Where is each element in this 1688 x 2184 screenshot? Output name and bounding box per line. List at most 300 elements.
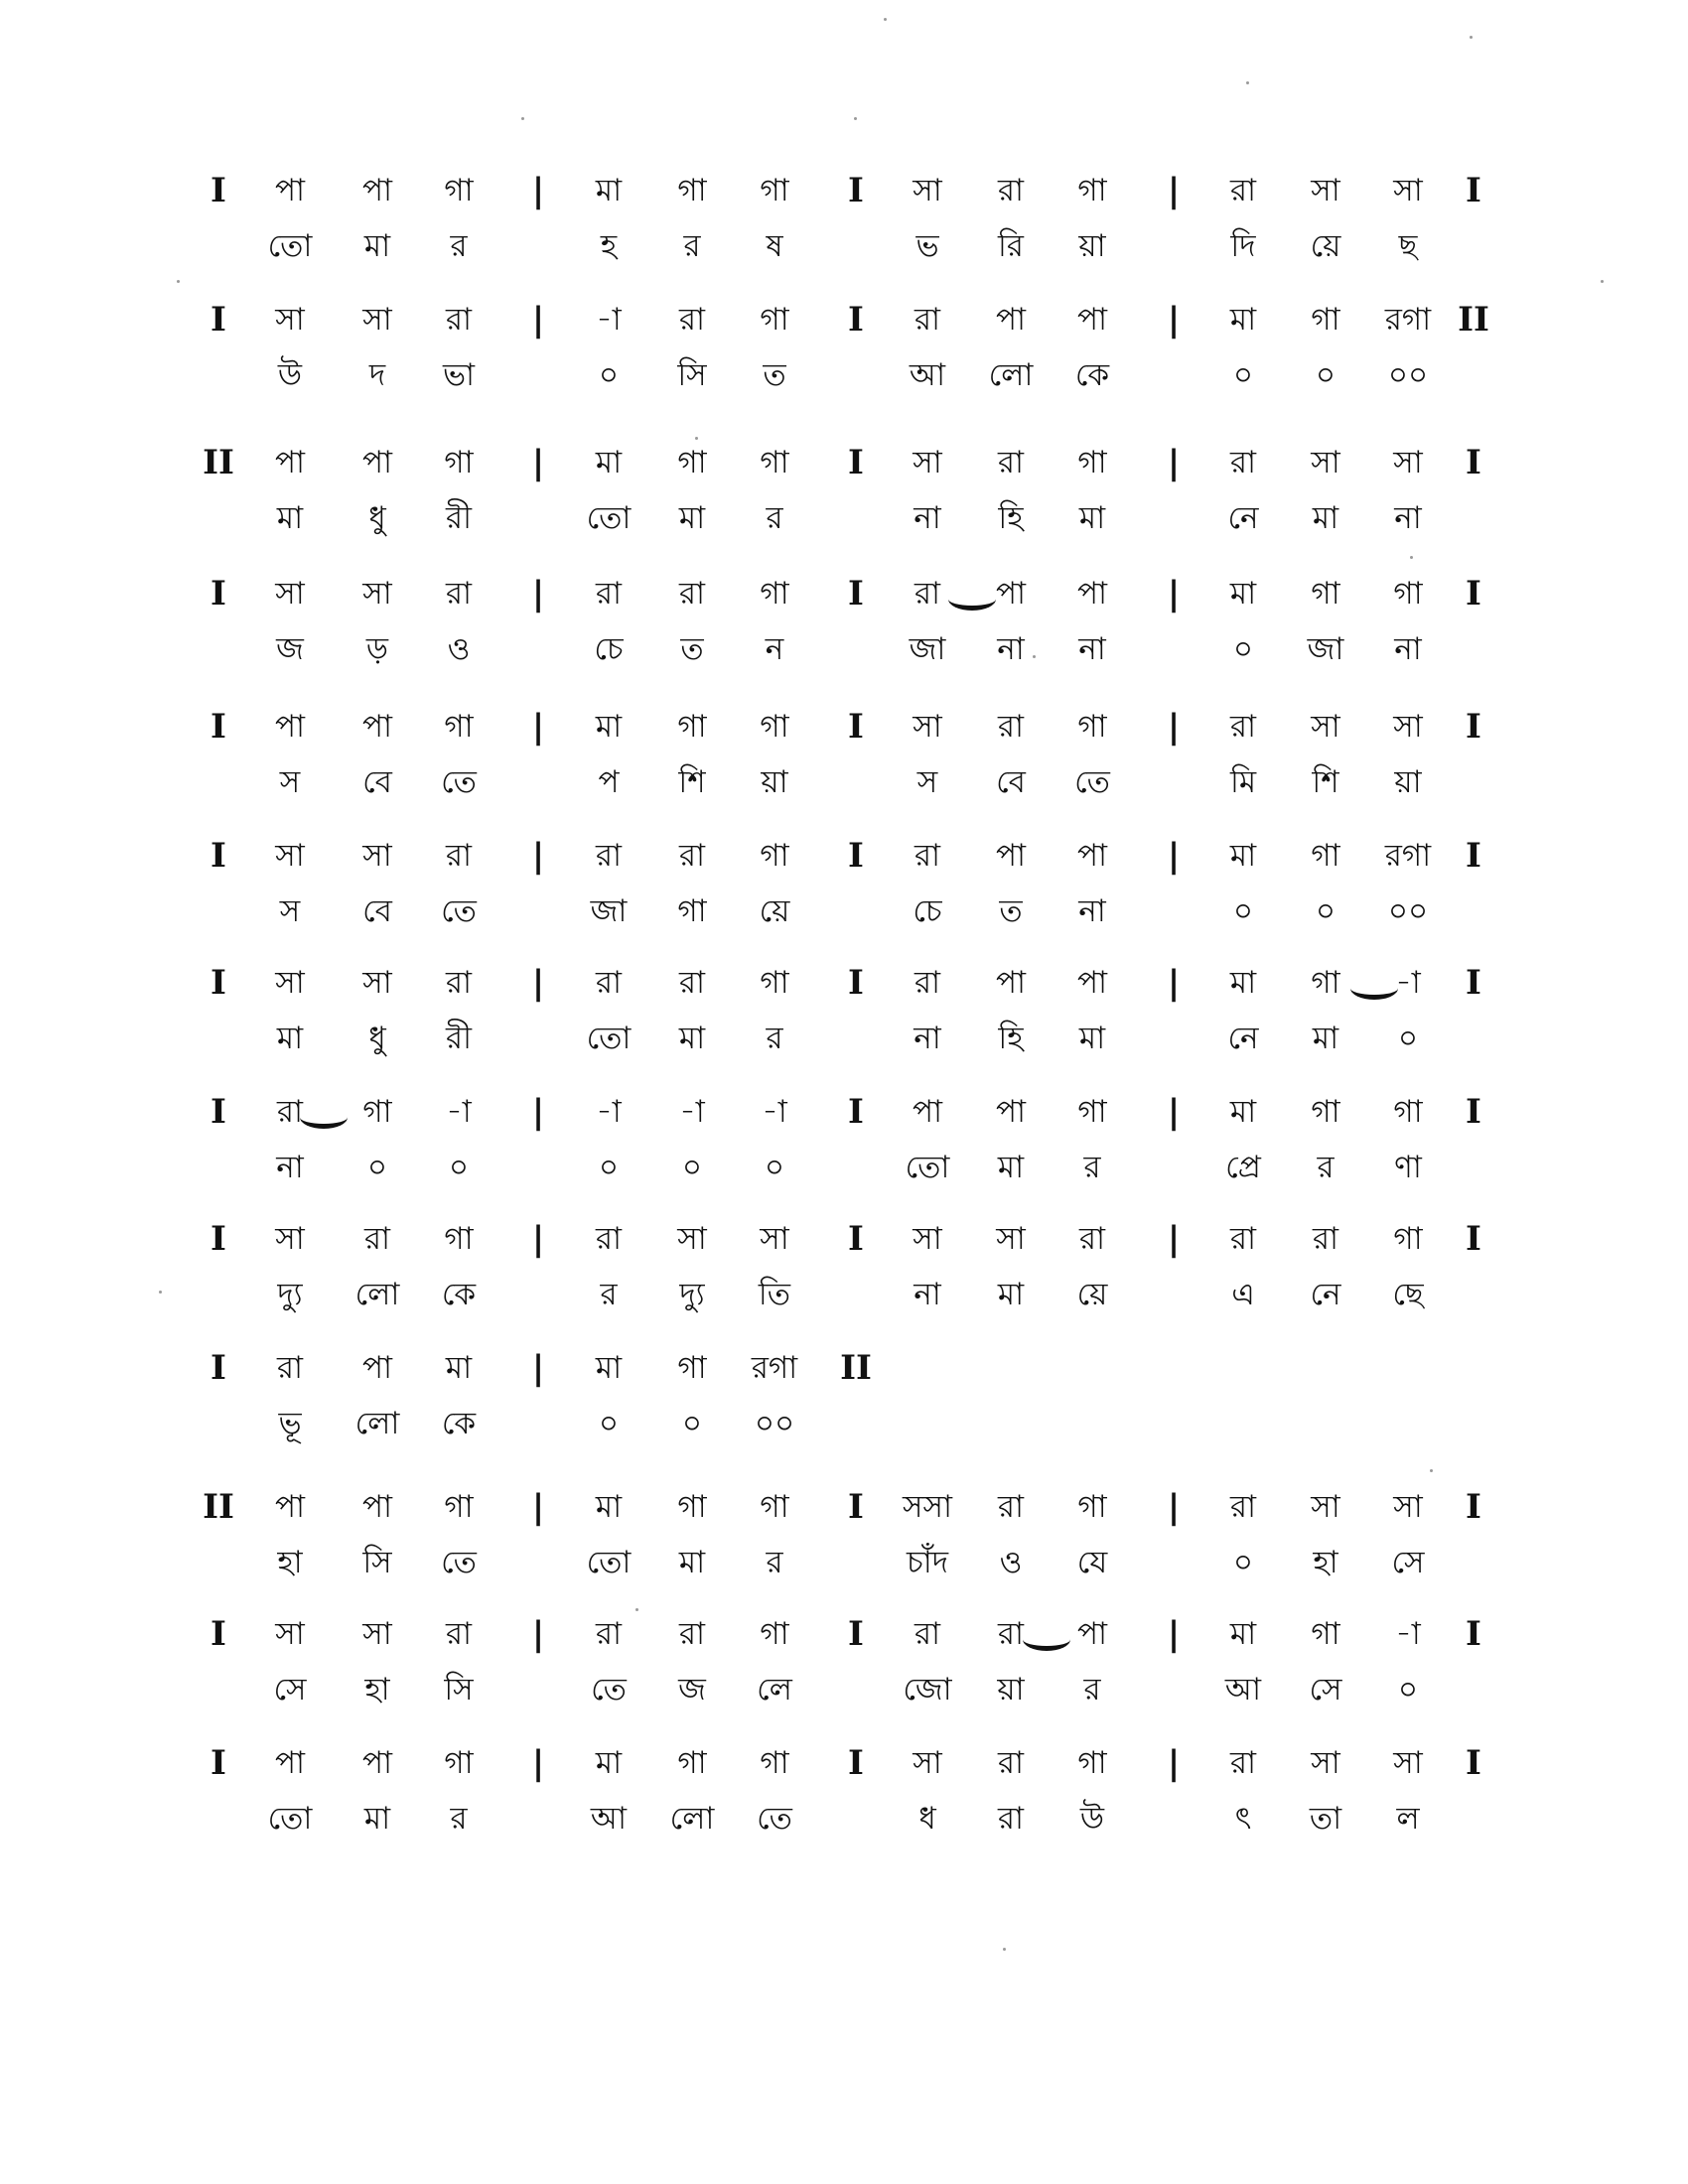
swara-note: রা <box>595 1616 623 1652</box>
swara-note: সা <box>913 709 942 745</box>
bar-line: | <box>1167 1092 1181 1132</box>
lyric-syllable: না <box>914 1021 941 1056</box>
lyric-syllable: প <box>598 764 620 800</box>
notation-system <box>0 1743 1688 1852</box>
bar-line: I <box>1466 707 1481 747</box>
lyric-syllable: না <box>914 500 941 536</box>
lyric-syllable: মা <box>997 1277 1025 1312</box>
bar-line: | <box>1167 1614 1181 1654</box>
lyric-syllable: ভা <box>442 357 476 393</box>
bar-line: I <box>848 707 864 747</box>
scan-speck <box>1003 1948 1006 1951</box>
bar-line: | <box>1167 1219 1181 1259</box>
lyric-syllable: ষ <box>766 228 783 264</box>
bar-line: I <box>211 1348 226 1388</box>
bar-line: I <box>1466 963 1481 1003</box>
swara-note: মা <box>595 1489 623 1525</box>
bar-line: I <box>211 1614 226 1654</box>
lyric-syllable: লো <box>354 1406 400 1441</box>
swara-note: রা <box>445 965 473 1001</box>
swara-note: পা <box>995 838 1027 874</box>
lyric-syllable: জা <box>909 631 946 667</box>
lyric-syllable: ০০ <box>1387 893 1429 929</box>
swara-note: সা <box>1311 445 1340 480</box>
bar-line: II <box>840 1348 872 1388</box>
swara-note: সা <box>1311 1489 1340 1525</box>
lyric-syllable: যে <box>1076 1545 1108 1580</box>
swara-note: রা <box>997 1489 1025 1525</box>
bar-line: | <box>1167 1743 1181 1783</box>
swara-note: সা <box>275 838 305 874</box>
swara-note: -া <box>1395 965 1421 1001</box>
swara-note: গা <box>760 965 789 1001</box>
swara-note: রা <box>595 838 623 874</box>
lyric-syllable: না <box>914 1277 941 1312</box>
swara-note: রা <box>1229 1489 1257 1525</box>
lyric-syllable: জো <box>903 1672 952 1707</box>
swara-note: পা <box>361 445 393 480</box>
lyric-syllable: শি <box>1312 764 1339 800</box>
swara-note: রা <box>914 838 941 874</box>
swara-note: সা <box>362 1616 392 1652</box>
swara-note: পা <box>995 965 1027 1001</box>
swara-note: সা <box>1393 1745 1423 1781</box>
swara-note: পা <box>274 709 306 745</box>
swara-note: গা <box>677 1745 707 1781</box>
bar-line: | <box>1167 963 1181 1003</box>
swara-note: গা <box>444 1221 474 1257</box>
bar-line: | <box>531 300 545 340</box>
lyric-syllable: বে <box>362 893 392 929</box>
bar-line: I <box>848 836 864 876</box>
lyric-syllable: সে <box>273 1672 307 1707</box>
swara-note: মা <box>1229 576 1257 612</box>
lyric-syllable: তো <box>586 1545 632 1580</box>
swara-note: গা <box>677 445 707 480</box>
lyric-syllable: নে <box>1227 500 1259 536</box>
lyric-syllable: প্রে <box>1225 1150 1261 1185</box>
bar-line: | <box>531 574 545 614</box>
swara-note: গা <box>1311 302 1340 338</box>
lyric-syllable: দ <box>368 357 386 393</box>
lyric-syllable: স <box>279 893 301 929</box>
lyric-syllable: ০ <box>1232 631 1254 667</box>
swara-note: সা <box>275 965 305 1001</box>
lyric-syllable: হা <box>1313 1545 1338 1580</box>
swara-note: গা <box>1077 1745 1107 1781</box>
bar-line: I <box>1466 443 1481 482</box>
scan-speck <box>521 117 524 120</box>
swara-note: পা <box>1076 838 1108 874</box>
lyric-syllable: তে <box>757 1801 792 1837</box>
swara-note: গা <box>760 445 789 480</box>
lyric-syllable: ত <box>999 893 1023 929</box>
lyric-syllable: সে <box>1309 1672 1342 1707</box>
lyric-syllable: নে <box>1310 1277 1341 1312</box>
lyric-syllable: য়া <box>761 764 788 800</box>
bar-line: I <box>848 171 864 210</box>
lyric-syllable: তো <box>905 1150 950 1185</box>
lyric-syllable: তো <box>267 228 313 264</box>
notation-system <box>0 707 1688 816</box>
lyric-syllable: কে <box>1074 357 1110 393</box>
lyric-syllable: ভূ <box>278 1406 302 1441</box>
bar-line: | <box>1167 171 1181 210</box>
lyric-syllable: লো <box>669 1801 715 1837</box>
lyric-syllable: ০০ <box>754 1406 795 1441</box>
swara-note: পা <box>995 302 1027 338</box>
bar-line: I <box>1466 1743 1481 1783</box>
lyric-syllable: র <box>600 1277 618 1312</box>
bar-line: II <box>1458 300 1489 340</box>
swara-note: মা <box>445 1350 473 1386</box>
swara-note: গা <box>760 709 789 745</box>
swara-note: রা <box>914 965 941 1001</box>
notation-system <box>0 836 1688 945</box>
swara-note: রা <box>678 965 706 1001</box>
swara-note: পা <box>274 173 306 208</box>
lyric-syllable: সি <box>362 1545 392 1580</box>
notation-system <box>0 963 1688 1072</box>
lyric-syllable: ণা <box>1394 1150 1422 1185</box>
bar-line: | <box>531 1614 545 1654</box>
swara-note: গা <box>677 1350 707 1386</box>
swara-note: রা <box>678 838 706 874</box>
lyric-syllable: ধু <box>368 1021 386 1056</box>
lyric-syllable: মি <box>1229 764 1257 800</box>
bar-line: I <box>1466 1219 1481 1259</box>
lyric-syllable: না <box>1078 893 1106 929</box>
bar-line: I <box>848 1487 864 1527</box>
swara-note: গা <box>444 445 474 480</box>
swara-note: -া <box>1395 1616 1421 1652</box>
lyric-syllable: ০ <box>1232 893 1254 929</box>
swara-note: -া <box>596 1094 622 1130</box>
swara-note: গা <box>444 1745 474 1781</box>
lyric-syllable: না <box>1078 631 1106 667</box>
swara-note: গা <box>760 173 789 208</box>
slur-mark <box>1350 977 1398 1000</box>
swara-note: গা <box>760 1489 789 1525</box>
scan-speck <box>159 1291 162 1294</box>
lyric-syllable: ০ <box>448 1150 470 1185</box>
swara-note: গা <box>1393 1094 1423 1130</box>
bar-line: I <box>848 963 864 1003</box>
swara-note: সা <box>275 576 305 612</box>
lyric-syllable: ত <box>763 357 786 393</box>
lyric-syllable: ও <box>447 631 471 667</box>
bar-line: I <box>1466 1614 1481 1654</box>
swara-note: গা <box>677 173 707 208</box>
lyric-syllable: য়ে <box>759 893 790 929</box>
lyric-syllable: চাঁদ <box>906 1545 948 1580</box>
swara-note: গা <box>1311 1616 1340 1652</box>
swara-note: রা <box>914 1616 941 1652</box>
lyric-syllable: হি <box>998 1021 1024 1056</box>
lyric-syllable: র <box>766 1545 783 1580</box>
swara-note: রা <box>1229 445 1257 480</box>
bar-line: I <box>1466 1092 1481 1132</box>
lyric-syllable: ০ <box>1315 357 1336 393</box>
lyric-syllable: ড় <box>365 631 389 667</box>
swara-note: পা <box>361 1489 393 1525</box>
lyric-syllable: হা <box>277 1545 303 1580</box>
swara-note: পা <box>361 1350 393 1386</box>
swara-note: সা <box>1393 1489 1423 1525</box>
lyric-syllable: ০ <box>1232 357 1254 393</box>
swara-note: গা <box>1393 1221 1423 1257</box>
lyric-syllable: ও <box>999 1545 1023 1580</box>
bar-line: I <box>848 574 864 614</box>
swara-note: গা <box>760 1616 789 1652</box>
swara-note: সা <box>1393 709 1423 745</box>
swara-note: গা <box>677 709 707 745</box>
lyric-syllable: য়া <box>1394 764 1422 800</box>
swara-note: রা <box>678 576 706 612</box>
swara-note: মা <box>1229 1094 1257 1130</box>
lyric-syllable: মা <box>997 1150 1025 1185</box>
lyric-syllable: জা <box>590 893 628 929</box>
lyric-syllable: সি <box>677 357 707 393</box>
swara-note: সা <box>1311 709 1340 745</box>
lyric-syllable: মা <box>1078 500 1106 536</box>
swara-note: গা <box>1077 1094 1107 1130</box>
bar-line: | <box>531 1092 545 1132</box>
swara-note: রা <box>997 1616 1025 1652</box>
swara-note: সা <box>913 173 942 208</box>
lyric-syllable: ০ <box>598 1150 620 1185</box>
swara-note: পা <box>1076 302 1108 338</box>
lyric-syllable: আ <box>1224 1672 1262 1707</box>
bar-line: | <box>531 707 545 747</box>
lyric-syllable: এ <box>1231 1277 1255 1312</box>
scan-speck <box>884 18 887 21</box>
bar-line: | <box>531 1219 545 1259</box>
bar-line: I <box>1466 171 1481 210</box>
swara-note: সা <box>362 838 392 874</box>
bar-line: | <box>531 1348 545 1388</box>
swara-note: সা <box>1311 173 1340 208</box>
lyric-syllable: ছে <box>1392 1277 1424 1312</box>
swara-note: মা <box>1229 1616 1257 1652</box>
lyric-syllable: ০ <box>681 1150 703 1185</box>
lyric-syllable: য়া <box>997 1672 1025 1707</box>
lyric-syllable: র <box>766 1021 783 1056</box>
lyric-syllable: মা <box>276 500 304 536</box>
slur-mark <box>948 588 996 611</box>
swara-note: রা <box>997 709 1025 745</box>
swara-note: গা <box>760 576 789 612</box>
bar-line: | <box>531 443 545 482</box>
slur-mark <box>1023 1628 1070 1651</box>
lyric-syllable: তে <box>441 1545 477 1580</box>
lyric-syllable: তি <box>758 1277 791 1312</box>
lyric-syllable: ০ <box>1315 893 1336 929</box>
lyric-syllable: তে <box>1074 764 1110 800</box>
swara-note: মা <box>595 1745 623 1781</box>
swara-note: রা <box>595 1221 623 1257</box>
lyric-syllable: ০ <box>1232 1545 1254 1580</box>
scan-speck <box>1246 81 1249 84</box>
lyric-syllable: তে <box>591 1672 627 1707</box>
bar-line: I <box>848 1219 864 1259</box>
scan-speck <box>854 117 857 120</box>
lyric-syllable: লো <box>988 357 1034 393</box>
notation-system <box>0 574 1688 683</box>
scan-speck <box>1470 36 1473 39</box>
swara-note: রা <box>997 445 1025 480</box>
swara-note: রা <box>1229 709 1257 745</box>
swara-note: সা <box>677 1221 707 1257</box>
bar-line: | <box>531 836 545 876</box>
lyric-syllable: ০ <box>1397 1672 1419 1707</box>
swara-note: মা <box>595 445 623 480</box>
swara-note: সা <box>275 302 305 338</box>
lyric-syllable: মা <box>363 1801 391 1837</box>
lyric-syllable: ০ <box>598 1406 620 1441</box>
swara-note: রা <box>445 576 473 612</box>
lyric-syllable: না <box>1394 500 1422 536</box>
swara-note: সা <box>913 1745 942 1781</box>
bar-line: | <box>1167 836 1181 876</box>
swara-note: মা <box>1229 302 1257 338</box>
lyric-syllable: দ্যু <box>679 1277 705 1312</box>
swara-note: গা <box>444 173 474 208</box>
swara-note: সা <box>1393 445 1423 480</box>
lyric-syllable: সি <box>444 1672 474 1707</box>
swara-note: গা <box>1393 576 1423 612</box>
lyric-syllable: চে <box>913 893 942 929</box>
lyric-syllable: ০ <box>681 1406 703 1441</box>
bar-line: I <box>211 836 226 876</box>
bar-line: I <box>848 1614 864 1654</box>
lyric-syllable: র <box>683 228 701 264</box>
swara-note: সা <box>362 965 392 1001</box>
lyric-syllable: র <box>1083 1150 1101 1185</box>
swara-note: -া <box>596 302 622 338</box>
lyric-syllable: না <box>276 1150 304 1185</box>
scan-speck <box>177 280 180 283</box>
bar-line: | <box>1167 443 1181 482</box>
lyric-syllable: র <box>450 228 468 264</box>
swara-note: সা <box>913 445 942 480</box>
swara-note: সা <box>1311 1745 1340 1781</box>
scan-speck <box>695 437 698 440</box>
bar-line: II <box>203 1487 234 1527</box>
bar-line: I <box>211 1743 226 1783</box>
swara-note: রা <box>363 1221 391 1257</box>
lyric-syllable: হ <box>600 228 618 264</box>
swara-note: পা <box>1076 965 1108 1001</box>
swara-note: গা <box>1077 1489 1107 1525</box>
lyric-syllable: লে <box>757 1672 792 1707</box>
lyric-syllable: ০ <box>598 357 620 393</box>
lyric-syllable: জা <box>1307 631 1344 667</box>
swara-note: রা <box>445 302 473 338</box>
swara-note: গা <box>1077 709 1107 745</box>
swara-note: রা <box>997 1745 1025 1781</box>
swara-note: রা <box>678 1616 706 1652</box>
swara-note: রা <box>445 838 473 874</box>
lyric-syllable: শি <box>678 764 706 800</box>
lyric-syllable: মা <box>678 500 706 536</box>
lyric-syllable: বে <box>362 764 392 800</box>
lyric-syllable: ০ <box>366 1150 388 1185</box>
swara-note: রা <box>445 1616 473 1652</box>
notation-system <box>0 300 1688 409</box>
lyric-syllable: বে <box>996 764 1026 800</box>
bar-line: | <box>1167 1487 1181 1527</box>
lyric-syllable: ৎ <box>1234 1801 1252 1837</box>
lyric-syllable: ন <box>765 631 784 667</box>
lyric-syllable: জ <box>678 1672 706 1707</box>
lyric-syllable: মা <box>363 228 391 264</box>
lyric-syllable: তে <box>441 893 477 929</box>
lyric-syllable: জ <box>276 631 304 667</box>
swara-note: গা <box>362 1094 392 1130</box>
swara-note: সা <box>996 1221 1026 1257</box>
lyric-syllable: র <box>1083 1672 1101 1707</box>
swara-note: মা <box>1229 965 1257 1001</box>
swara-note: গা <box>760 1745 789 1781</box>
scan-speck <box>1410 556 1413 559</box>
scan-speck <box>1601 280 1604 283</box>
scan-speck <box>635 1608 638 1611</box>
lyric-syllable: ভ <box>915 228 939 264</box>
swara-note: রা <box>914 302 941 338</box>
bar-line: I <box>848 443 864 482</box>
lyric-syllable: রা <box>997 1801 1025 1837</box>
lyric-syllable: আ <box>909 357 946 393</box>
lyric-syllable: সে <box>1391 1545 1425 1580</box>
swara-note: পা <box>995 1094 1027 1130</box>
swara-note: পা <box>361 709 393 745</box>
lyric-syllable: নে <box>1227 1021 1259 1056</box>
swara-note: গা <box>1311 838 1340 874</box>
lyric-syllable: য়ে <box>1076 1277 1108 1312</box>
swara-note: মা <box>595 1350 623 1386</box>
lyric-syllable: লো <box>354 1277 400 1312</box>
lyric-syllable: না <box>1394 631 1422 667</box>
swara-note: সা <box>275 1616 305 1652</box>
lyric-syllable: মা <box>678 1545 706 1580</box>
swara-note: মা <box>595 173 623 208</box>
bar-line: I <box>211 574 226 614</box>
swara-note: পা <box>361 1745 393 1781</box>
bar-line: | <box>531 963 545 1003</box>
swara-note: গা <box>444 1489 474 1525</box>
swara-note: পা <box>274 1745 306 1781</box>
bar-line: I <box>1466 1487 1481 1527</box>
lyric-syllable: র <box>450 1801 468 1837</box>
bar-line: I <box>1466 836 1481 876</box>
lyric-syllable: ০ <box>1397 1021 1419 1056</box>
swara-note: গা <box>677 1489 707 1525</box>
swara-note: রা <box>1229 173 1257 208</box>
swara-note: পা <box>995 576 1027 612</box>
lyric-syllable: কে <box>441 1277 477 1312</box>
bar-line: II <box>203 443 234 482</box>
swara-note: গা <box>1077 173 1107 208</box>
swara-note: গা <box>760 838 789 874</box>
swara-note: সা <box>1393 173 1423 208</box>
scan-speck <box>1033 655 1036 658</box>
lyric-syllable: ত <box>680 631 704 667</box>
lyric-syllable: তো <box>586 500 632 536</box>
bar-line: | <box>1167 574 1181 614</box>
lyric-syllable: ধু <box>368 500 386 536</box>
swara-note: সা <box>362 302 392 338</box>
